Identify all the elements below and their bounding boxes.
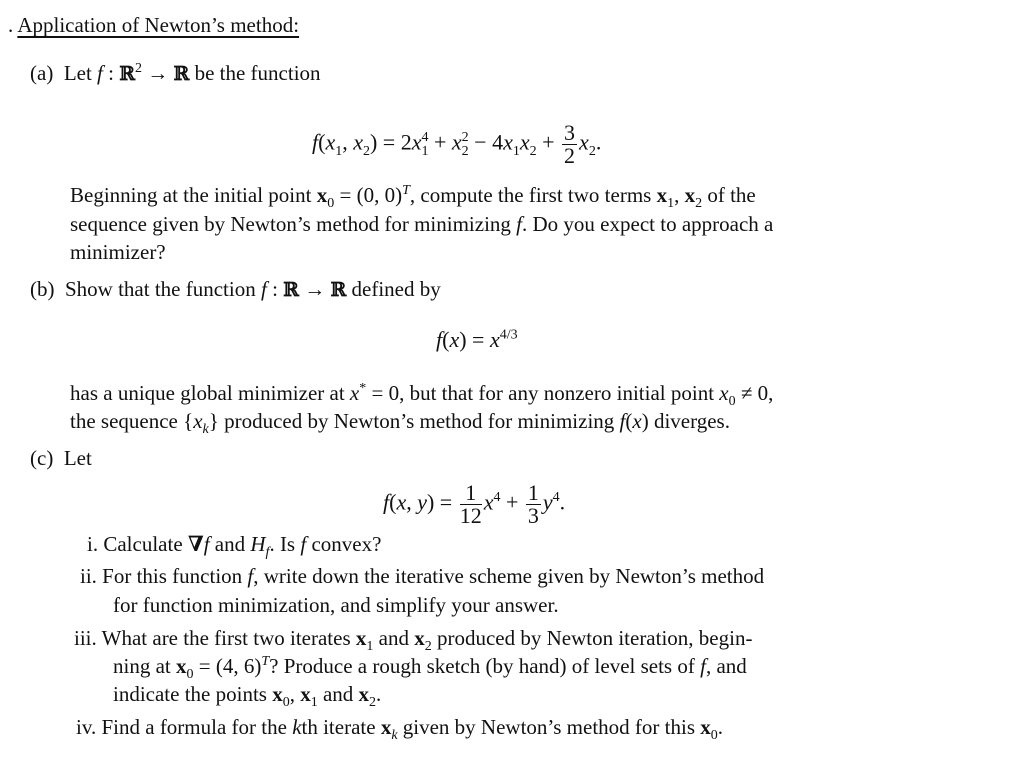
part-a-text-2: sequence given by Newton’s method for minimizing f. Do you expect to approach a (70, 212, 774, 236)
part-b-text-2: the sequence $\{x_k\}$ produced by Newton’s method for minimizing f(x) diverges. (70, 409, 730, 438)
part-c-item-ii-line2: for function minimization, and simplify your answer. (113, 593, 559, 617)
part-a-text-3: minimizer? (70, 240, 166, 264)
part-a-equation: $f(x_1$, $x_2) = 2x_1^4 + x_2^2 - 4x_1x_2$ + $\frac{3}{2}$ $x_2$. (312, 120, 602, 168)
part-c-item-iii-line3: indicate the points $x_0$, $x_1$ and $x_2$. (113, 682, 382, 711)
part-b-intro: (b) Show that the function f : ℝ → ℝ defined by (30, 277, 441, 301)
part-a-text-1: Beginning at the initial point $x_0 = (0$, 0)$^T$, compute the first two terms $x_1$, $x_2$ of the (70, 183, 756, 212)
part-c-equation: f(x, y) = $\frac{1}{12}$ $x^4$ + $\frac{1}{3}$ $y^4$. (383, 480, 566, 528)
part-c-item-iv: iv. Find a formula for the kth iterate $x_k$ given by Newton’s method for this $x_0$. (76, 715, 723, 744)
part-c-item-iii-line1: iii. What are the first two iterates $x_1$ and $x_2$ produced by Newton iteration, begin- (74, 626, 753, 655)
part-c-intro: (c) Let (30, 446, 92, 470)
part-b-equation: $f(x) = x^{4/3}$ (436, 327, 518, 352)
title-text: Application of Newton’s method: (17, 13, 300, 37)
part-a-intro: (a) Let f : ℝ$^2$ → ℝ be the function (30, 61, 321, 85)
part-c-item-ii-line1: ii. For this function f, write down the iterative scheme given by Newton’s method (80, 564, 765, 588)
part-c-item-iii-line2: ning at $x_0 = (4$, 6)$^T$? Produce a rough sketch (by hand) of level sets of f, and (113, 654, 747, 683)
part-b-text-1: has a unique global minimizer at x* = 0, but that for any nonzero initial point $x_0 \ne 0$, (70, 381, 774, 410)
problem-title: . Application of Newton’s method: (8, 13, 300, 37)
part-c-item-i: i. Calculate ∇f and $H_f$. Is f convex? (87, 532, 382, 561)
